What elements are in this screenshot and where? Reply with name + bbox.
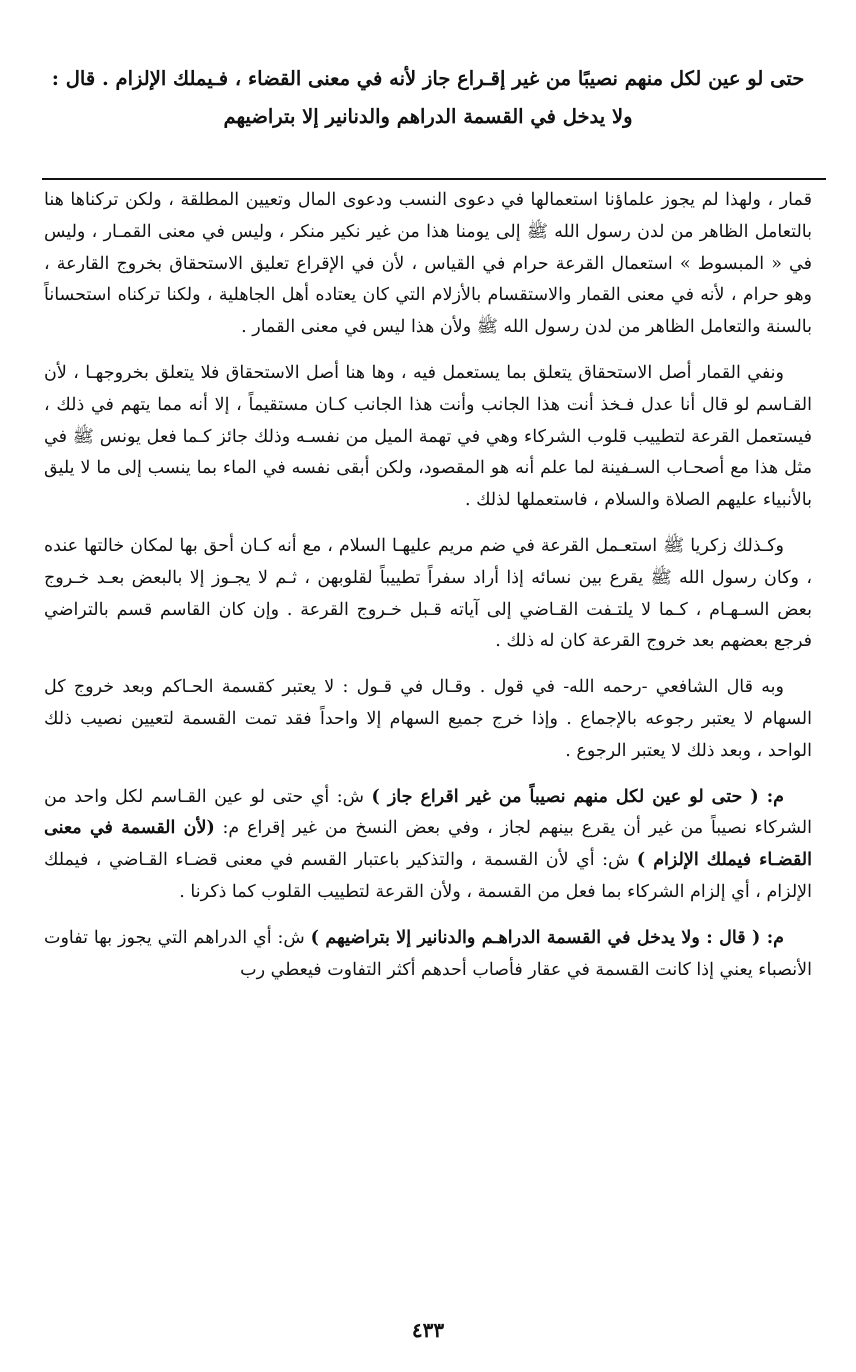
paragraph-5 [44,782,812,909]
matn-quote: (لأن القسمة في معنى القضـاء فيملك الإلزام ) [44,818,812,871]
sharh-text: ش: أي حتى لو عين القـاسم لكل واحد من الشركاء نصيباً من غير أن يقرع بينهم لجاز ، وفي بعض النسخ من غير إقراع م: [44,786,812,839]
matn-quote: م: ( حتى لو عين لكل منهم نصيباً من غير اقراع جاز ) [371,786,785,807]
paragraph-4: وبه قال الشافعي -رحمه الله- في قول . وقـال في قـول : لا يعتبر كقسمة الحـاكم وبعد خروج كل السهام لا يعتبر رجوعه بالإجماع . وإذا خرج جميع السهام إلا واحداً فقد تمت القسمة لتعيين نصيب ذلك الواحد ، وبعد ذلك لا يعتبر الرجوع . [44,677,812,761]
commentary-body [44,185,812,1000]
paragraph-2: ونفي القمار أصل الاستحقاق يتعلق بما يستعمل فيه ، وها هنا أصل الاستحقاق فلا يتعلق بخروجهـا ، لأن القـاسم لو قال أنا عدل فـخذ أنت هذا الجانب وأنت هذا الجانب كـان مستقيماً ، إلا أنه مما يتهم في ذلك ، فيستعمل القرعة لتطييب قلوب الشركاء وهي في تهمة الميل من نفسـه وذلك جائز كـما فعل يونس ﷺ في مثل هذا مع أصحـاب السـفينة لما علم أنه هو المقصود، ولكن أبقى نفسه في الماء بما ينسب إلى ما لا يليق بالأنبياء عليهم الصلاة والسلام ، فاستعملها لذلك . [44,362,812,511]
paragraph-1: قمار ، ولهذا لم يجوز علماؤنا استعمالها في دعوى النسب ودعوى المال وتعيين المطلقة ، ولكن تركناها هنا بالتعامل الظاهر من لدن رسول الله ﷺ إلى يومنا هذا من غير نكير منكر ، وليس في معنى القمـار ، وليس في « المبسوط » استعمال القرعة حرام في القياس ، لأن في الإقراع تعليق الاستحقاق بخروج القارعة ، وهو حرام ، لأنه في معنى القمار والاستقسام بالأزلام التي كان يعتاده أهل الجاهلية ، ولكنا تركناه استحساناً بالسنة والتعامل الظاهر من لدن رسول الله ﷺ ولأن هذا ليس في معنى القمار . [44,190,812,338]
header-line-2: ولا يدخل في القسمة الدراهم والدنانير إلا بتراضيهم [223,105,633,128]
matn-quote: م: ( قال : ولا يدخل في القسمة الدراهـم والدنانير إلا بتراضيهم ) [310,927,784,948]
paragraph-6 [44,923,812,987]
paragraph-3: وكـذلك زكريا ﷺ استعـمل القرعة في ضم مريم عليهـا السلام ، مع أنه كـان أحق بها لمكان خالتها عنده ، وكان رسول الله ﷺ يقرع بين نسائه إذا أراد سفراً تطييباً لقلوبهن ، ثـم لا يجـوز إلا بالبعض بعـد خـروج بعض السـهـام ، كـما لا يلتـفت القـاضي إلى آياته قـبل خـروج القرعة . وإن كان القاسم قسم بالتراضي فرجع بعضهم بعد خروج القرعة كان له ذلك . [44,535,812,652]
page-number: ٤٣٣ [411,1318,445,1342]
matn-header [30,60,826,136]
header-divider [42,178,826,180]
sharh-text: ش: أي الدراهم التي يجوز بها تفاوت الأنصباء يعني إذا كانت القسمة في عقار فأصاب أحدهم أكثر التفاوت فيعطي رب [44,927,812,980]
header-line-1: حتى لو عين لكل منهم نصيبًا من غير إقـراع جاز لأنه في معنى القضاء ، فـيملك الإلزام . قال : [51,67,805,90]
sharh-text: ش: أي لأن القسمة ، والتذكير باعتبار القسم في معنى قضـاء القـاضي ، فيملك الإلزام ، أي إلزام الشركاء بما فعل من القسمة ، ولأن القرعة لتطييب القلوب كما ذكرنا . [44,850,812,902]
